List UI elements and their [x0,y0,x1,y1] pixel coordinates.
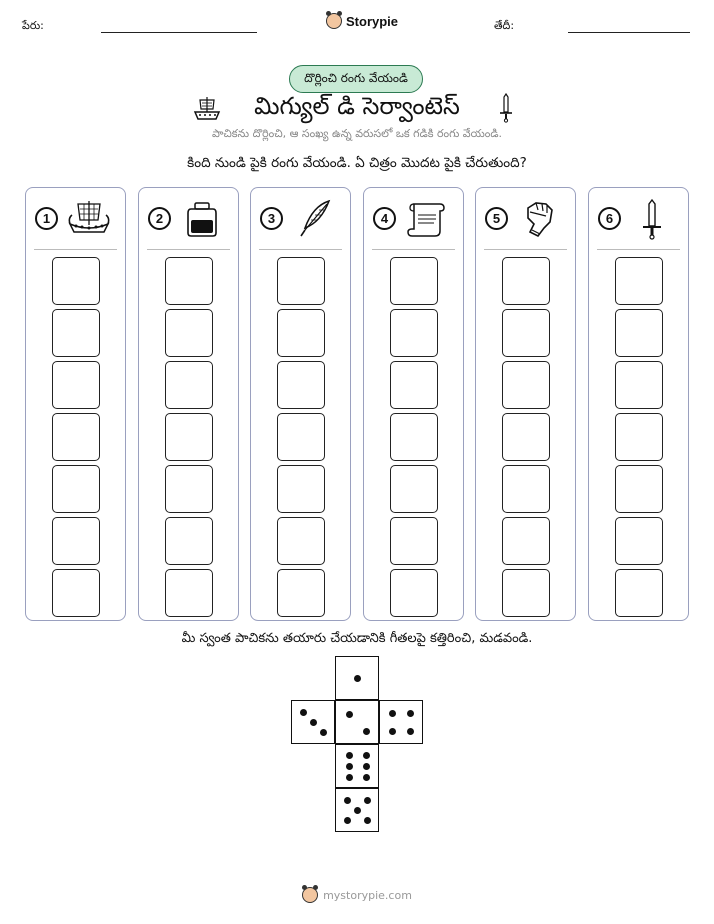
color-box[interactable] [502,517,550,565]
color-box[interactable] [277,309,325,357]
column-3 [250,187,351,621]
scroll-icon [404,198,450,240]
column-number: 4 [373,207,396,230]
color-box[interactable] [52,517,100,565]
color-box[interactable] [277,413,325,461]
color-box[interactable] [615,517,663,565]
sword-icon [629,198,675,240]
color-box[interactable] [52,361,100,409]
die-face-5 [335,788,379,832]
column-number: 1 [35,207,58,230]
bear-mascot-icon [302,887,318,903]
column-number: 5 [485,207,508,230]
color-box[interactable] [277,257,325,305]
ink-bottle-icon [179,198,225,240]
color-box[interactable] [615,465,663,513]
color-box[interactable] [615,309,663,357]
footer [0,887,714,903]
quill-pen-icon [291,198,337,240]
color-box[interactable] [615,257,663,305]
color-box[interactable] [52,413,100,461]
brand-name: Storypie [346,13,399,29]
color-box[interactable] [615,361,663,409]
color-box[interactable] [165,465,213,513]
color-box[interactable] [390,361,438,409]
color-box[interactable] [52,257,100,305]
column-4 [363,187,464,621]
color-box[interactable] [502,361,550,409]
color-box[interactable] [615,413,663,461]
subtitle: పాచికను దొర్లించి, ఆ సంఖ్య ఉన్న వరుసలో ఒక గడికి రంగు వేయండి. [212,127,502,140]
page-title: మిగ్యుల్ డి సెర్వాంటెస్ [254,92,460,120]
color-box[interactable] [165,309,213,357]
color-box[interactable] [277,569,325,617]
color-box[interactable] [502,413,550,461]
color-box[interactable] [502,309,550,357]
bear-mascot-icon [326,13,342,29]
color-box[interactable] [277,465,325,513]
instruction: కింది నుండి పైకి రంగు వేయండి. ఏ చిత్రం మొదట పైకి చేరుతుంది? [187,155,527,171]
activity-badge: దొర్లించి రంగు వేయండి [289,65,423,93]
column-number: 6 [598,207,621,230]
color-box[interactable] [502,569,550,617]
color-box[interactable] [390,517,438,565]
color-box[interactable] [165,413,213,461]
column-number: 2 [148,207,171,230]
die-face-1 [335,656,379,700]
column-5 [475,187,576,621]
name-line [101,32,257,33]
color-box[interactable] [390,569,438,617]
die-face-6 [335,744,379,788]
viking-ship-icon [66,198,112,240]
column-1 [25,187,126,621]
color-box[interactable] [165,361,213,409]
color-box[interactable] [277,517,325,565]
color-box[interactable] [502,257,550,305]
color-box[interactable] [52,465,100,513]
column-6 [588,187,689,621]
cut-instruction: మీ స్వంత పాచికను తయారు చేయడానికి గీతలపై కత్తిరించి, మడవండి. [181,631,533,646]
name-label: పేరు: [22,19,44,32]
color-box[interactable] [165,569,213,617]
date-line [568,32,690,33]
footer-url[interactable]: mystorypie.com [323,888,412,902]
color-box[interactable] [390,309,438,357]
column-2 [138,187,239,621]
die-face-4 [379,700,423,744]
title-sword-icon [499,93,513,123]
column-number: 3 [260,207,283,230]
color-box[interactable] [390,465,438,513]
date-label: తేదీ: [494,19,515,32]
color-box[interactable] [165,257,213,305]
color-box[interactable] [390,413,438,461]
die-face-3 [291,700,335,744]
color-box[interactable] [502,465,550,513]
gauntlet-icon [516,198,562,240]
color-box[interactable] [165,517,213,565]
storypie-logo [326,13,398,29]
color-box[interactable] [390,257,438,305]
color-box[interactable] [277,361,325,409]
color-box[interactable] [615,569,663,617]
color-box[interactable] [52,569,100,617]
die-face-2 [335,700,379,744]
color-box[interactable] [52,309,100,357]
